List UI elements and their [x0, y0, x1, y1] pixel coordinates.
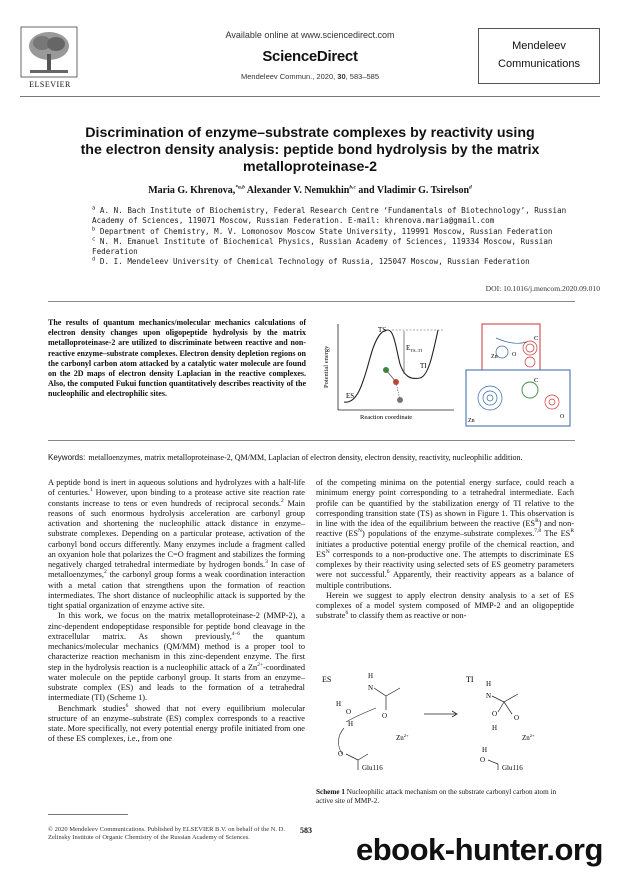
paragraph: of the competing minima on the potential energy surface, could reach a minimum energy point corresponding to a tetrahedral intermediate. Each profile can be quantified by the stabilization energy of TI relative to the corresponding transition state (TS) as shown in Figure 1. This observation is in line with the idea of the equilibrium between the reactive $(ES^R)$ and non-reactive $(ES^N)$ populations of the enzyme–substrate complexes.$^{7,8}$ The $ES^R$ initiates a productive potential energy profile of the chemical reaction, and $ES^N$ corresponds to a non-productive one. The attempts to discriminate ES complexes by their reactivity using selected sets of ES geometry parameters were not successful.$^6$ Apparently, their reactivity appears as a balance of multiple contributions.: [316, 478, 575, 590]
svg-text:C: C: [534, 377, 539, 384]
svg-text:Glu116: Glu116: [362, 764, 383, 772]
svg-text:N: N: [368, 684, 374, 692]
scheme-1-diagram: [316, 666, 574, 776]
es-label: ES: [346, 392, 355, 400]
scheme-caption: Scheme 1 Nucleophilic attack mechanism on the substrate carbonyl carbon atom in active site of MMP-2.: [316, 788, 557, 805]
page-number: 583: [300, 826, 312, 835]
svg-text:Zn: Zn: [491, 354, 498, 360]
svg-text:H: H: [348, 720, 354, 728]
scheme-ti: [466, 675, 535, 772]
copyright-notice: © 2020 Mendeleev Communications. Published by ELSEVIER B.V. on behalf of the N. D. Zelinsky Institute of Organic Chemistry of the Russian Academy of Sciences.: [48, 826, 285, 841]
svg-text:TI: TI: [466, 675, 474, 684]
svg-text:H: H: [486, 680, 492, 688]
svg-text:O: O: [382, 712, 388, 720]
affiliations: [92, 206, 572, 268]
svg-text:C: C: [534, 335, 539, 342]
svg-text:Zn2+: $Zn^{2+}$: [396, 733, 409, 742]
body-left-column: [48, 478, 305, 745]
sciencedirect-brand: ScienceDirect: [262, 48, 358, 65]
abstract: The results of quantum mechanics/molecular mechanics calculations of electron density changes upon oligopeptide hydrolysis by the matrix metalloproteinase-2 are utilized to discriminate between reactive and non-reactive enzyme–substrate complexes. Electron density depletion regions on the carbonyl carbon atom attacked by a catalytic water molecule are found on the 2D maps of electron density Laplacian in the reactive complexes. Also, the computed Fukui function quantitatively describes reactivity of the nucleophilic and electrophilic sites.: [48, 318, 306, 399]
watermark-text: ebook-hunter.org: [356, 832, 603, 867]
ti-label: TI: [420, 362, 427, 370]
abstract-divider: [48, 301, 575, 302]
paragraph: In this work, we focus on the matrix metalloproteinase-2 (MMP-2), a zinc-dependent endopeptidase responsible for peptide bond cleavage in the extracellular matrix. As shown previously,$^{4-6}$ the quantum mechanics/molecular mechanics (QM/MM) method is a proper tool to characterize reaction mechanism in this zinc-dependent enzyme. The first step in the hydrolysis reaction is a nucleophilic attack of a $Zn^{2+}$-coordinated water molecule on the peptide carbonyl group. It starts from an enzyme–substrate complex (ES) and leads to the formation of a tetrahedral intermediate (TI) (Scheme 1).: [48, 611, 305, 703]
x-axis-label: Reaction coordinate: [360, 414, 413, 421]
scheme-es: [322, 672, 409, 772]
svg-text:O: O: [560, 414, 565, 420]
graphical-abstract: [316, 318, 574, 428]
footer-divider: [48, 814, 128, 815]
svg-text:H: H: [368, 672, 374, 680]
svg-text:O: O: [512, 352, 517, 358]
svg-text:Glu116: Glu116: [502, 764, 523, 772]
authors: Maria G. Khrenova,$^{*a,b}$ Alexander V. Nemukhin$^{b,c}$ and Vladimir G. Tsirelson$^d$: [148, 184, 472, 196]
svg-text:H: H: [336, 700, 342, 708]
y-axis-label: Potential energy: [323, 345, 330, 388]
paragraph: Herein we suggest to apply electron density analysis to a set of ES complexes of a model system composed of MMP-2 and an oligopeptide substrate$^6$ to classify them as reactive or non-: [316, 590, 574, 621]
affiliation-b: $^b$ Department of Chemistry, M. V. Lomonosov Moscow State University, 119991 Moscow, Russian Federation: [92, 226, 553, 236]
sciencedirect-link[interactable]: www.sciencedirect.com: [300, 30, 395, 40]
svg-text:O: O: [514, 714, 520, 722]
publisher-logo-text: ELSEVIER: [29, 80, 71, 89]
keywords: Keywords: metalloenzymes, matrix metalloproteinase-2, QM/MM, Laplacian of electron density, electron density, reactivity, nucleophilic addition.: [48, 453, 523, 462]
affiliation-c: $^c$ N. M. Emanuel Institute of Biochemical Physics, Russian Academy of Sciences, 119334 Moscow, Russian Federation: [92, 236, 553, 257]
svg-text:O: O: [480, 756, 486, 764]
article-title: Discrimination of enzyme–substrate complexes by reactivity using the electron density analysis: peptide bond hydrolysis by the matrix metalloproteinase-2: [80, 125, 540, 175]
svg-text:H: H: [482, 746, 488, 754]
svg-text:O: O: [338, 750, 344, 758]
header-divider: [20, 96, 600, 97]
laplacian-map-nonreactive: [466, 370, 570, 426]
svg-text:O: O: [492, 710, 498, 718]
svg-text:N: N: [486, 692, 492, 700]
available-online: Available online at www.sciencedirect.com: [225, 30, 395, 40]
svg-text:Zn: Zn: [468, 418, 475, 424]
body-right-column: [316, 478, 574, 622]
doi-link[interactable]: DOI: 10.1016/j.mencom.2020.09.010: [485, 284, 600, 293]
affiliation-a: $^a$ A. N. Bach Institute of Biochemistry, Federal Research Centre ‘Fundamentals of Biotechnology’, Russian Academy of Sciences, 119071 Moscow, Russian Federation. E-mail: khrenova.maria@gmail.com: [92, 205, 567, 226]
energy-gap-label: $E_{TS-TI}$: [406, 344, 423, 353]
keywords-divider: [48, 440, 575, 441]
citation: Mendeleev Commun., 2020, 30, 583–585: [240, 72, 380, 81]
svg-text:Zn2+: $Zn^{2+}$: [522, 733, 535, 742]
paragraph: A peptide bond is inert in aqueous solutions and hydrolyzes with a half-life of centuries.$^1$ However, upon binding to a protease active site reaction rate constants increase to tens or even hundreds of reciprocal seconds.$^2$ Main reasons of such enormous hydrolysis acceleration are carbonyl group activation and shortening the nucleophilic attack distance in enzyme–substrate complexes. Depending on a particular protease, activation of the carbonyl bond occurs differently. Many enzymes include a fragment called an oxyanion hole that polarizes the C=O fragment and stabilizes the forming negatively charged tetrahedral intermediate by hydrogen bonds.$^3$ In case of metalloenzymes,$^2$ the carbonyl group forms a weak coordination interaction with a metal cation that strengthens upon the formation of reaction intermediates. The short distance of nucleophilic attack is supported by the tight spatial organization of enzyme active site.: [48, 478, 305, 610]
paragraph: Benchmark studies$^6$ showed that not every equilibrium molecular structure of an enzyme–substrate (ES) complex corresponds to a reactive state. More specifically, not every potential energy profile initiated from one of these ES complexes, i.e., from one: [48, 702, 305, 744]
affiliation-d: $^d$ D. I. Mendeleev University of Chemical Technology of Russia, 125047 Moscow, Russian Federation: [92, 256, 530, 267]
journal-name-box: Mendeleev Communications: [478, 28, 600, 84]
svg-text:ES: ES: [322, 675, 332, 684]
svg-text:O: O: [346, 708, 352, 716]
svg-text:H: H: [492, 724, 498, 732]
ts-label: TS: [378, 326, 387, 334]
